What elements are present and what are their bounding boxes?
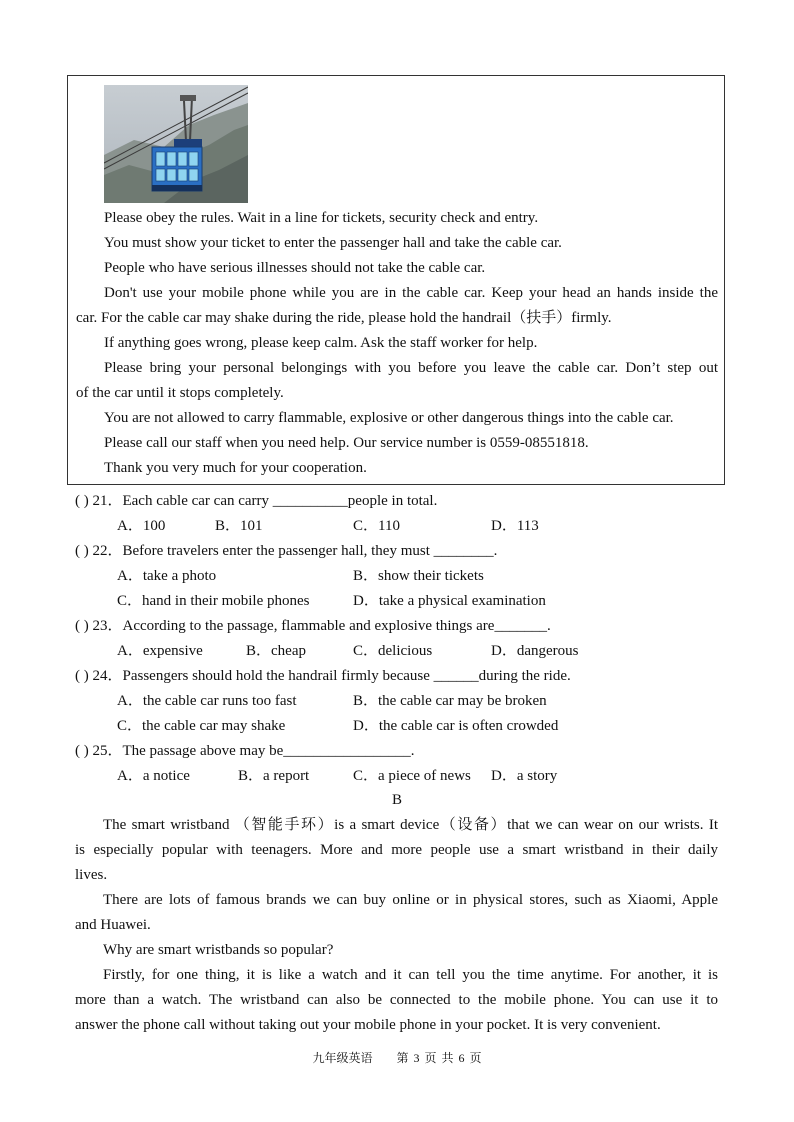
option-22-b: B．show their tickets <box>353 568 484 584</box>
notice-line: Thank you very much for your cooperation. <box>104 460 367 476</box>
passage-line: Why are smart wristbands so popular? <box>103 942 334 958</box>
option-25-b: B．a report <box>238 768 310 784</box>
cable-car-photo <box>104 85 248 203</box>
notice-line: Please call our staff when you need help. Our service number is 0559-08551818. <box>104 435 589 451</box>
notice-line: If anything goes wrong, please keep calm. Ask the staff worker for help. <box>104 335 538 351</box>
option-25-a: A．a notice <box>117 768 190 784</box>
question-22: ( ) 22．Before travelers enter the passenger hall, they must ________. <box>75 543 498 559</box>
notice-line: Don't use your mobile phone while you are in the cable car. Keep your head an hands inside the <box>104 285 718 301</box>
cable-car-image <box>104 85 248 203</box>
question-24: ( ) 24．Passengers should hold the handrail firmly because ______during the ride. <box>75 668 571 684</box>
passage-line: Firstly, for one thing, it is like a watch and it can tell you the time anytime. For another, it is <box>103 967 718 983</box>
question-23: ( ) 23．According to the passage, flammable and explosive things are_______. <box>75 618 551 634</box>
notice-line: You must show your ticket to enter the passenger hall and take the cable car. <box>104 235 562 251</box>
option-22-a: A．take a photo <box>117 568 217 584</box>
option-23-c: C．delicious <box>353 643 433 659</box>
question-25: ( ) 25．The passage above may be_________________. <box>75 743 415 759</box>
notice-line: People who have serious illnesses should not take the cable car. <box>104 260 486 276</box>
section-heading: B <box>391 792 402 808</box>
option-24-d: D．the cable car is often crowded <box>353 718 559 734</box>
passage-line: The smart wristband （智能手环）is a smart device（设备）that we can wear on our wrists. It <box>103 817 718 833</box>
option-25-d: D．a story <box>491 768 558 784</box>
page-footer: 九年级英语 第 3 页 共 6 页 <box>312 1051 482 1065</box>
notice-line: You are not allowed to carry flammable, explosive or other dangerous things into the cable car. <box>104 410 674 426</box>
option-24-a: A．the cable car runs too fast <box>117 693 297 709</box>
passage-line: more than a watch. The wristband can also be connected to the mobile phone. You can use it to <box>75 992 718 1008</box>
passage-line: and Huawei. <box>75 917 151 933</box>
option-21-d: D．113 <box>491 518 539 534</box>
option-21-c: C．110 <box>353 518 400 534</box>
notice-line: Please bring your personal belongings with you before you leave the cable car. Don’t step out <box>104 360 718 376</box>
option-23-b: B．cheap <box>246 643 306 659</box>
option-24-c: C．the cable car may shake <box>117 718 286 734</box>
passage-line: There are lots of famous brands we can buy online or in physical stores, such as Xiaomi, Apple <box>103 892 718 908</box>
option-21-b: B．101 <box>215 518 263 534</box>
option-22-d: D．take a physical examination <box>353 593 546 609</box>
passage-line: is especially popular with teenagers. More and more people use a smart wristband in their daily <box>75 842 718 858</box>
notice-box <box>67 75 725 485</box>
option-21-a: A．100 <box>117 518 166 534</box>
option-22-c: C．hand in their mobile phones <box>117 593 310 609</box>
passage-line: answer the phone call without taking out your mobile phone in your pocket. It is very convenient. <box>75 1017 661 1033</box>
notice-line: car. For the cable car may shake during the ride, please hold the handrail（扶手）firmly. <box>76 310 612 326</box>
option-25-c: C．a piece of news <box>353 768 471 784</box>
option-23-a: A．expensive <box>117 643 203 659</box>
passage-line: lives. <box>75 867 108 883</box>
option-23-d: D．dangerous <box>491 643 579 659</box>
notice-line: Please obey the rules. Wait in a line for tickets, security check and entry. <box>104 210 539 226</box>
option-24-b: B．the cable car may be broken <box>353 693 547 709</box>
question-21: ( ) 21．Each cable car can carry __________people in total. <box>75 493 438 509</box>
notice-line: of the car until it stops completely. <box>76 385 284 401</box>
